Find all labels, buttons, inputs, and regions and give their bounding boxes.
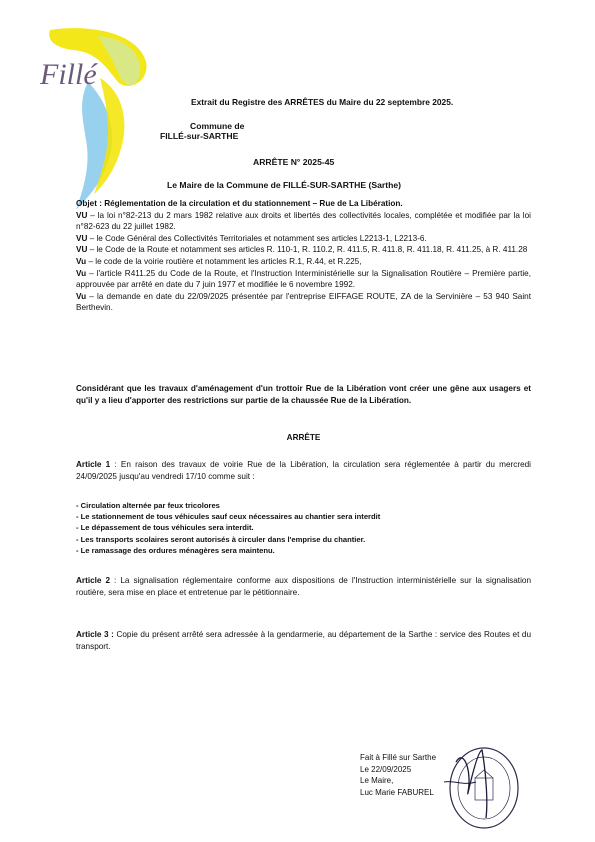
list-item: - Le dépassement de tous véhicules sera interdit.: [76, 523, 254, 533]
objet-label: Objet :: [76, 199, 102, 208]
logo-text: Fillé: [40, 58, 97, 91]
signature-date: Le 22/09/2025: [360, 764, 412, 774]
article-3: [76, 629, 531, 652]
signature-block: [360, 752, 436, 798]
article-2: [76, 575, 531, 598]
vu-item: VU – le Code Général des Collectivités Territoriales et notamment ses articles L2213-1, L2213-6.: [76, 233, 427, 243]
fille-logo: [28, 22, 168, 212]
article-3-label: Article 3 :: [76, 630, 114, 639]
arrete-number: ARRÊTE N° 2025-45: [253, 157, 335, 167]
signature-place: Fait à Fillé sur Sarthe: [360, 753, 437, 762]
list-item: - Les transports scolaires seront autorisés à circuler dans l'emprise du chantier.: [76, 534, 366, 544]
commune-name: FILLÉ-sur-SARTHE: [160, 131, 239, 141]
article-1-text: : En raison des travaux de voirie Rue de la Libération, la circulation sera réglementée à partir du mercredi 24/09/2025 jusqu'au vendredi 17/10 comme suit :: [76, 460, 532, 481]
signature-name: Luc Marie FABUREL: [360, 787, 434, 797]
issuer: Le Maire de la Commune de FILLÉ-SUR-SARTHE (Sarthe): [167, 180, 401, 190]
article-3-text: Copie du présent arrêté sera adressée à la gendarmerie, au département de la Sarthe : service des Routes et du transport.: [76, 630, 532, 651]
objet: [76, 198, 531, 210]
mairie-stamp: [442, 742, 524, 834]
considerant: Considérant que les travaux d'aménagement d'un trottoir Rue de la Libération vont créer une gêne aux usagers et qu'il y a lieu d'apporter des restrictions sur partie de la chaussée Rue de la Libération.: [76, 384, 531, 405]
article-2-text: : La signalisation réglementaire conforme aux dispositions de l'Instruction interministérielle sur la signalisation routière, sera mise en place et entretenue par le pétitionnaire.: [76, 576, 531, 597]
article-1: [76, 459, 531, 482]
vu-item: Vu – le code de la voirie routière et notamment les articles R.1, R.44, et R.225,: [76, 256, 362, 266]
article-2-label: Article 2: [76, 576, 111, 585]
vu-item: VU – la loi n°82-213 du 2 mars 1982 relative aux droits et libertés des collectivités locales, complétée et modifiée par la loi n°82-623 du 22 juillet 1982.: [76, 210, 531, 232]
list-item: - Le stationnement de tous véhicules sauf ceux nécessaires au chantier sera interdit: [76, 512, 381, 522]
list-item: - Le ramassage des ordures ménagères sera maintenu.: [76, 545, 275, 555]
vu-item: Vu – la demande en date du 22/09/2025 présentée par l'entreprise EIFFAGE ROUTE, ZA de la Servinière – 53 940 Saint Berthevin.: [76, 291, 531, 313]
vu-item: VU – le Code de la Route et notamment ses articles R. 110-1, R. 110.2, R. 411.5, R. 411.8, R. 411.18, R. 411.25, à R. 411.28: [76, 245, 528, 255]
vu-item: Vu – l'article R411.25 du Code de la Route, et l'Instruction Interministérielle sur la Signalisation Routière – Première partie, approuvée par arrêté en date du 7 juin 1977 et modifiée le 6 novembre 1992.: [76, 268, 531, 290]
objet-text: Réglementation de la circulation et du stationnement – Rue de La Libération.: [104, 199, 403, 208]
objet-vu-block: [76, 198, 531, 314]
commune-label: Commune de: [190, 121, 245, 131]
arrete-heading: ARRÊTE: [286, 433, 321, 442]
article-1-list: [76, 500, 531, 556]
register-extract: Extrait du Registre des ARRÊTES du Maire du 22 septembre 2025.: [191, 97, 454, 107]
list-item: - Circulation alternée par feux tricolores: [76, 501, 220, 510]
signature-role: Le Maire,: [360, 776, 394, 785]
article-1-label: Article 1: [76, 460, 111, 469]
